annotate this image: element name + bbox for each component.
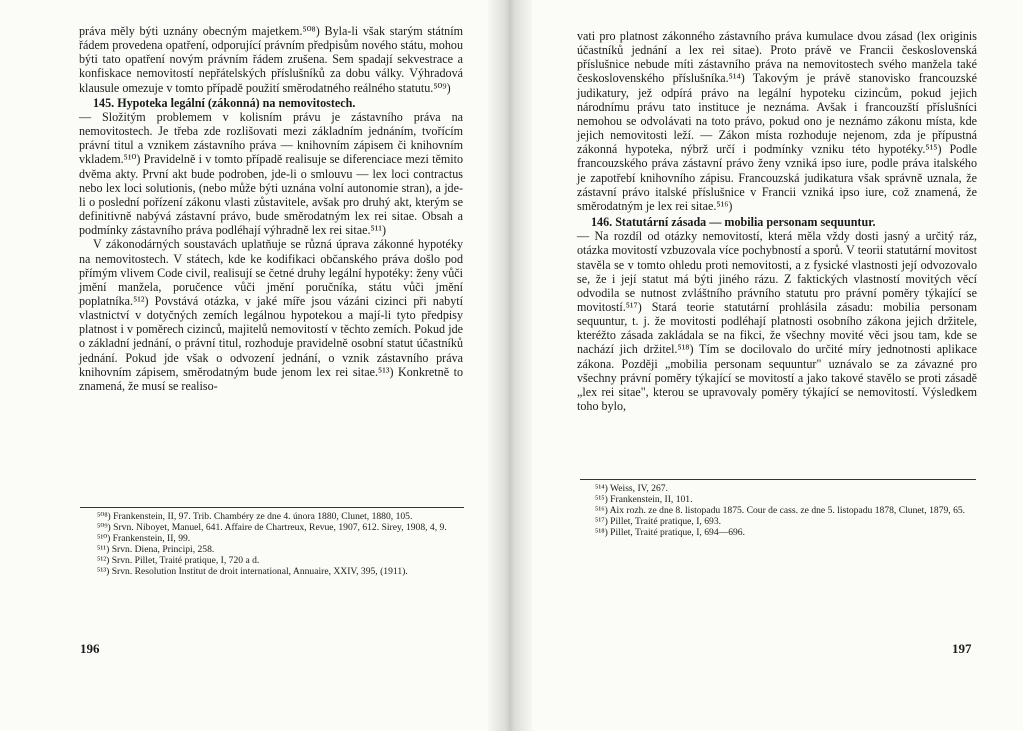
footnote: ⁵¹⁷) Pillet, Traité pratique, I, 693. [595,515,722,527]
left-page [0,0,490,731]
footnote: ⁵¹⁸) Pillet, Traité pratique, I, 694—696. [595,526,745,538]
footnote: ⁵¹³) Srvn. Resolution Institut de droit international, Annuaire, XXIV, 395, (1911). [97,565,408,577]
footnote: ⁵¹⁴) Weiss, IV, 267. [595,483,668,494]
footnote: ⁵¹⁰) Frankenstein, II, 99. [97,532,191,544]
right-body-text [577,29,977,413]
left-footnotes [79,512,463,577]
left-footnote-rule [80,507,464,508]
left-page-number: 196 [80,641,100,656]
right-paragraph-2: — Na rozdíl od otázky nemovitostí, která měla vždy dosti jasný a určitý ráz, otázka movitostí vzbuzovala více pochybností a sporů. V teorii statutární movitost stavěla se v tomto ohledu proti nemovitosti, a z fysické vlastnosti její odvozovalo se, že i její statut má býti jiného rázu. Z faktických vlastností movitých věcí odvodila se nutnost zvláštního právního statutu pro právní poměry týkající se movitostí.⁵¹⁷) Stará teorie statutární prohlásila zásadu: mobilia personam sequuntur, t. j. že movitosti podléhají platnosti osobního zákona jejich držitele, kteréžto zásada zakládala se na fikci, že všechny movité věci jsou tam, kde se nachází jich držitel.⁵¹⁸) Tím se docilovalo do určité míry jednotnosti aplikace zákona. Později „mobilia personam sequuntur" uznávalo se za závazné pro všechny právní poměry týkající se movitostí a jako takové stavělo se proti zásadě „lex rei sitae", kterou se upravovaly poměry týkající se nemovitostí. Výsledkem toho bylo, [577,229,977,414]
footnote: ⁵¹⁵) Frankenstein, II, 101. [595,493,693,505]
right-footnotes [577,484,977,539]
footnote: ⁵⁰⁸) Frankenstein, II, 97. Trib. Chambéry ze dne 4. února 1880, Clunet, 1880, 105. [97,511,413,522]
left-paragraph-1: práva měly býti uznány obecným majetkem.⁵⁰⁸) Byla-li však starým státním řádem provedena opatření, odporující právním předpisům nového státu, mohou býti tato opatření novým právním řádem zrušena. Sem spadají sekvestrace a konfiskace nemovitostí nepřátelských příslušníků za dobu války. Výhradová klausule omezuje v tomto případě použití směrodatného reálného statutu.⁵⁰⁹) [79,24,463,95]
left-section-heading: 145. Hypoteka legální (zákonná) na nemovitostech. [93,95,356,110]
right-page-number: 197 [952,641,972,656]
book-gutter [488,0,532,731]
right-paragraph-1: vati pro platnost zákonného zástavního práva kumulace dvou zásad (lex originis účastníků jednání a lex rei sitae). Proto právě ve Francii československá příslušnice nebude míti zástavního práva na nemovitostech svého manžela také československého příslušníka.⁵¹⁴) Takovým je právě stanovisko francouzské judikatury, jež odpírá právo na legální hypoteku cizincům, pokud jejich národnímu právu tato instituce je neznáma. Avšak i francouzští příslušníci nemohou se odvolávati na toto právo, pokud ono je neznámo zákonu místa, kde jejich nemovitosti leží. — Zákon místa rozhoduje nejenom, zda je přípustná zákonná hypoteka, nýbrž určí i podmínky vzniku této hypotéky.⁵¹⁵) Podle francouzského práva zástavní právo ženy vzniká ipso iure, podle práva italského je zapotřebí knihovního zápisu. Francouzská judikatura však správně uznala, že zástavní právo italské příslušnice v Francii vzniká ipso iure, což znamená, že směrodatným je lex rei sitae.⁵¹⁶) [577,29,977,213]
left-paragraph-3: V zákonodárných soustavách uplatňuje se různá úprava zákonné hypotéky na nemovitostech. V státech, kde ke kodifikaci občanského práva došlo pod přímým vlivem Code civil, realisují se četné druhy legální hypotéky: ženy vůči jmění manžela, poručence vůči jmění poručníka, státu vůči jmění poplatníka.⁵¹²) Povstává otázka, v jaké míře jsou vázáni cizinci při nabytí vlastnictví v dotyčných zemích legálnou hypotekou a mají-li tyto předpisy platnost i v poměrech cizinců, majitelů nemovitostí v těchto zemích. Pokud jde o základní jednání, o právní titul, rozhoduje pravidelně osobní statut účastníků jednání. Pokud jde však o odvození jednání, o vznik zástavního práva knihovním zápisem, směrodatným bude jenom lex rei sitae.⁵¹³) Konkretně to znamená, že musí se realiso- [79,237,463,393]
right-section-heading: 146. Statutární zásada — mobilia personam sequuntur. [591,215,876,230]
footnote: ⁵¹²) Srvn. Pillet, Traité pratique, I, 720 a d. [97,554,260,566]
footnote: ⁵⁰⁹) Srvn. Niboyet, Manuel, 641. Affaire de Chartreux, Revue, 1907, 612. Sirey, 1908, 4, 9. [97,521,447,533]
footnote: ⁵¹⁶) Aix rozh. ze dne 8. listopadu 1875. Cour de cass. ze dne 5. listopadu 1878, Clunet, 1879, 65. [595,504,966,516]
right-page [532,0,1023,731]
left-paragraph-2: — Složitým problemem v kolisním právu je zástavního práva na nemovitostech. Je třeba zde rozlišovati mezi základním jednáním, tvořícím právní titul a vznikem zástavního práva — knihovním zápisem či knihovním vkladem.⁵¹⁰) Pravidelně i v tomto případě realisuje se diferenciace mezi těmito dvěma akty. První akt bude podroben, jde-li o smlouvu — lex loci contractus nebo lex loci solutionis, (nebo může býti uznána volní autonomie stran), a jde-li o poslední pořízení zákonu vlasti zůstavitele, avšak pro druhý akt, kterým se definitivně nabývá zástavní právo, bude směrodatným lex rei sitae. Obsah a podmínky zástavního práva podléhají výhradně lex rei sitae.⁵¹¹) [79,109,463,238]
right-footnote-rule [580,479,976,480]
footnote: ⁵¹¹) Srvn. Diena, Principi, 258. [97,543,215,555]
left-body-text [79,24,463,393]
